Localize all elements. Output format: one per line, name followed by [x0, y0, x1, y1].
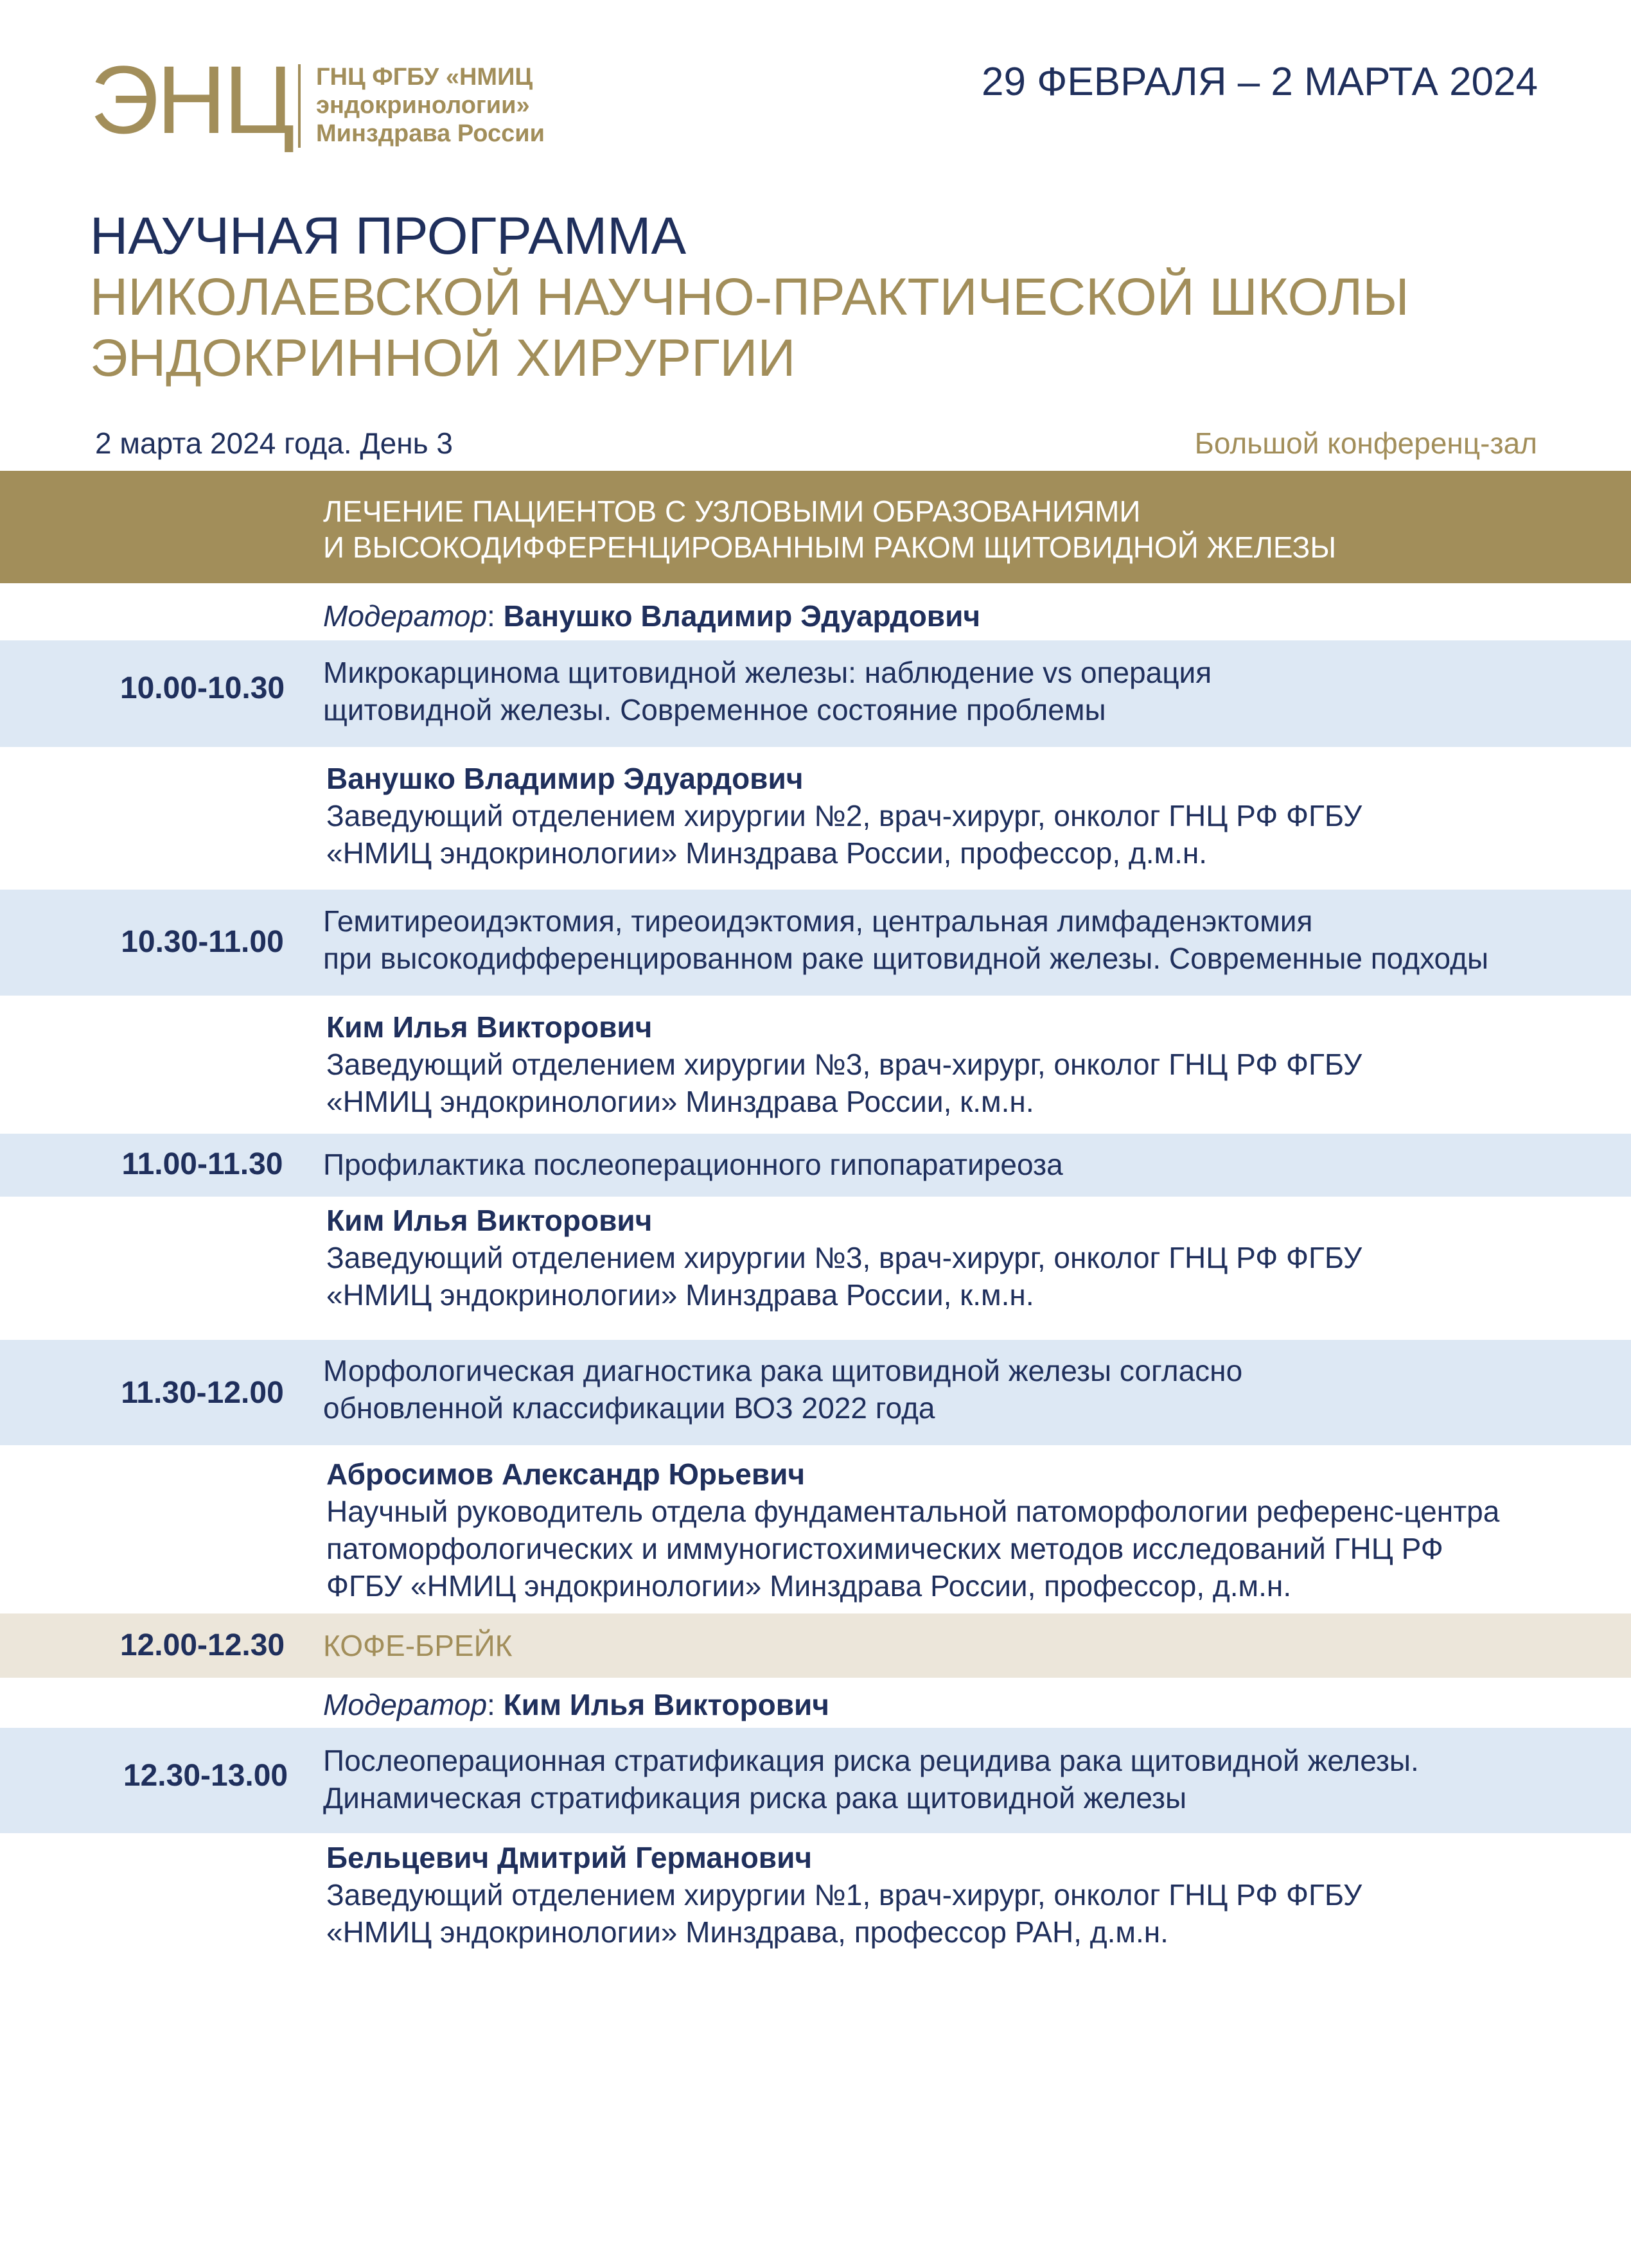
page-title: НАУЧНАЯ ПРОГРАММА — [90, 207, 687, 265]
talk-title — [323, 1352, 1595, 1427]
moderator: Модератор: Ким Илья Викторович — [323, 1688, 829, 1721]
speaker-name: Бельцевич Дмитрий Германович — [326, 1841, 813, 1874]
talk-title — [323, 654, 1595, 728]
speaker-name: Абросимов Александр Юрьевич — [326, 1457, 806, 1491]
speaker-name: Ванушко Владимир Эдуардович — [326, 762, 804, 795]
talk-title-line: щитовидной железы. Современное состояние проблемы — [323, 693, 1106, 726]
speaker-info — [326, 1876, 1605, 1951]
speaker-info-line: Заведующий отделением хирургии №3, врач-хирург, онколог ГНЦ РФ ФГБУ — [326, 1241, 1362, 1274]
talk-time: 11.00-11.30 — [121, 1147, 283, 1181]
talk-title-line: Гемитиреоидэктомия, тиреоидэктомия, центральная лимфаденэктомия — [323, 904, 1313, 938]
organization-line: ГНЦ ФГБУ «НМИЦ — [316, 64, 533, 91]
speaker-info — [326, 1046, 1605, 1120]
day-label: 2 марта 2024 года. День 3 — [95, 426, 453, 460]
talk-title-line: при высокодифференцированном раке щитовидной железы. Современные подходы — [323, 942, 1489, 975]
talk-time: 11.30-12.00 — [121, 1376, 284, 1410]
page-subtitle: НИКОЛАЕВСКОЙ НАУЧНО-ПРАКТИЧЕСКОЙ ШКОЛЫ — [90, 268, 1409, 326]
section-title-line: И ВЫСОКОДИФФЕРЕНЦИРОВАННЫМ РАКОМ ЩИТОВИДНОЙ ЖЕЛЕЗЫ — [323, 531, 1337, 564]
speaker-info-line: ФГБУ «НМИЦ эндокринологии» Минздрава России, профессор, д.м.н. — [326, 1569, 1292, 1603]
speaker-info — [326, 1493, 1605, 1604]
hall-label: Большой конференц-зал — [1194, 426, 1537, 460]
page-subtitle: ЭНДОКРИННОЙ ХИРУРГИИ — [90, 329, 796, 387]
speaker-name: Ким Илья Викторович — [326, 1204, 653, 1237]
talk-title — [323, 1742, 1595, 1816]
logo-mark: ЭНЦ — [90, 46, 293, 154]
organization-name — [316, 63, 573, 148]
talk-title — [323, 902, 1595, 977]
speaker-info-line: Научный руководитель отдела фундаментальной патоморфологии референс-центра — [326, 1495, 1500, 1528]
talk-time: 12.30-13.00 — [123, 1759, 288, 1793]
speaker-info-line: «НМИЦ эндокринологии» Минздрава России, к.м.н. — [326, 1085, 1034, 1118]
talk-time: 10.00-10.30 — [119, 671, 285, 705]
moderator-name: Ванушко Владимир Эдуардович — [503, 599, 981, 633]
coffee-break-label: КОФЕ-БРЕЙК — [323, 1629, 513, 1662]
speaker-info-line: «НМИЦ эндокринологии» Минздрава России, профессор, д.м.н. — [326, 836, 1208, 870]
talk-title-line: Микрокарцинома щитовидной железы: наблюдение vs операция — [323, 656, 1212, 689]
logo-divider — [298, 64, 301, 148]
organization-line: эндокринологии» — [316, 92, 530, 119]
moderator-label: Модератор — [323, 599, 488, 633]
speaker-info-line: Заведующий отделением хирургии №2, врач-хирург, онколог ГНЦ РФ ФГБУ — [326, 799, 1362, 832]
speaker-info-line: «НМИЦ эндокринологии» Минздрава, профессор РАН, д.м.н. — [326, 1915, 1168, 1949]
moderator: Модератор: Ванушко Владимир Эдуардович — [323, 599, 981, 633]
speaker-info-line: «НМИЦ эндокринологии» Минздрава России, к.м.н. — [326, 1278, 1034, 1312]
speaker-info-line: Заведующий отделением хирургии №1, врач-хирург, онколог ГНЦ РФ ФГБУ — [326, 1878, 1362, 1912]
speaker-info-line: патоморфологических и иммуногистохимических методов исследований ГНЦ РФ — [326, 1532, 1443, 1565]
speaker-info-line: Заведующий отделением хирургии №3, врач-хирург, онколог ГНЦ РФ ФГБУ — [326, 1048, 1362, 1081]
talk-title-line: Профилактика послеоперационного гипопаратиреоза — [323, 1148, 1063, 1181]
talk-title-line: обновленной классификации ВОЗ 2022 года — [323, 1391, 935, 1425]
section-title-line: ЛЕЧЕНИЕ ПАЦИЕНТОВ С УЗЛОВЫМИ ОБРАЗОВАНИЯМИ — [323, 495, 1141, 528]
moderator-label: Модератор — [323, 1688, 488, 1721]
speaker-info — [326, 1239, 1605, 1314]
talk-title-line: Морфологическая диагностика рака щитовидной железы согласно — [323, 1354, 1243, 1387]
speaker-name: Ким Илья Викторович — [326, 1010, 653, 1044]
speaker-info — [326, 797, 1605, 872]
talk-time: 10.30-11.00 — [121, 925, 284, 959]
event-date: 29 ФЕВРАЛЯ – 2 МАРТА 2024 — [982, 60, 1538, 104]
talk-title — [323, 1146, 1595, 1183]
talk-title-line: Послеоперационная стратификация риска рецидива рака щитовидной железы. — [323, 1744, 1419, 1777]
organization-line: Минздрава России — [316, 120, 545, 147]
moderator-name: Ким Илья Викторович — [503, 1688, 829, 1721]
section-title — [323, 493, 1608, 565]
break-time: 12.00-12.30 — [119, 1628, 285, 1662]
talk-title-line: Динамическая стратификация риска рака щитовидной железы — [323, 1781, 1187, 1815]
